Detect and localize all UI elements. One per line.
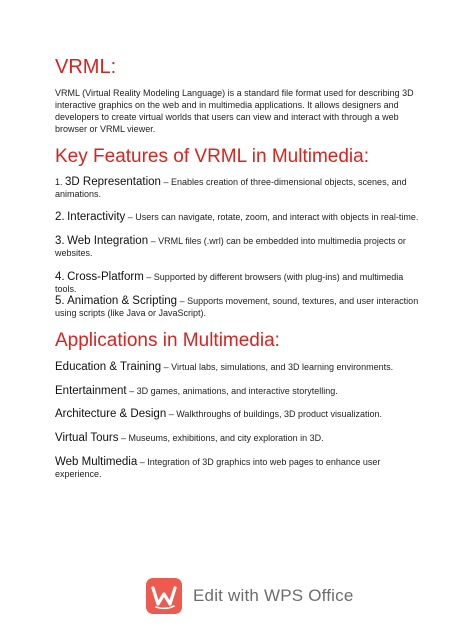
- feature-number: 3.: [55, 235, 65, 247]
- feature-item: [55, 271, 425, 295]
- feature-desc: – Supported by different browsers (with plug-ins) and multimedia tools.: [55, 272, 404, 294]
- application-term: Virtual Tours: [55, 432, 119, 444]
- application-item: [55, 361, 425, 373]
- application-item: [55, 408, 425, 420]
- feature-desc: – Users can navigate, rotate, zoom, and interact with objects in real-time.: [125, 212, 419, 222]
- applications-heading: Applications in Multimedia:: [55, 330, 280, 351]
- application-term: Entertainment: [55, 385, 127, 397]
- application-item: [55, 456, 425, 480]
- application-term: Architecture & Design: [55, 408, 167, 420]
- feature-desc: – Supports movement, sound, textures, and user interaction using scripts (like Java or JavaScript).: [55, 296, 419, 318]
- features-heading: Key Features of VRML in Multimedia:: [55, 146, 369, 167]
- feature-item: [55, 211, 425, 223]
- feature-item: [55, 235, 425, 259]
- feature-item: [55, 176, 425, 200]
- application-desc: – Museums, exhibitions, and city exploration in 3D.: [118, 433, 324, 443]
- feature-term: Animation & Scripting: [67, 295, 178, 307]
- feature-desc: – VRML files (.wrl) can be embedded into multimedia projects or websites.: [55, 236, 406, 258]
- feature-desc: – Enables creation of three-dimensional objects, scenes, and animations.: [55, 177, 407, 199]
- feature-term: Cross-Platform: [67, 271, 144, 283]
- feature-number: 5.: [55, 295, 65, 307]
- feature-term: Web Integration: [67, 235, 149, 247]
- application-term: Web Multimedia: [55, 456, 138, 468]
- feature-number: 2.: [55, 211, 65, 223]
- wps-logo-icon[interactable]: [146, 578, 182, 614]
- application-desc: – Virtual labs, simulations, and 3D learning environments.: [161, 362, 394, 372]
- application-desc: – Walkthroughs of buildings, 3D product visualization.: [166, 409, 382, 419]
- application-desc: – 3D games, animations, and interactive storytelling.: [126, 386, 338, 396]
- intro-paragraph: VRML (Virtual Reality Modeling Language) is a standard file format used for describing 3D interactive graphics on the web and in multimedia applications. It allows designers and developers to create virtual worlds that users can view and interact with through a web browser or VRML viewer.: [55, 88, 414, 134]
- wps-edit-label[interactable]: Edit with WPS Office: [193, 586, 354, 605]
- application-item: [55, 385, 425, 397]
- feature-number: 4.: [55, 271, 65, 283]
- doc-title: VRML:: [55, 56, 117, 78]
- feature-term: 3D Representation: [65, 176, 161, 188]
- feature-number: 1.: [55, 177, 63, 187]
- feature-item: [55, 295, 425, 319]
- feature-term: Interactivity: [67, 211, 126, 223]
- application-desc: – Integration of 3D graphics into web pages to enhance user experience.: [55, 457, 381, 479]
- application-term: Education & Training: [55, 361, 162, 373]
- application-item: [55, 432, 425, 444]
